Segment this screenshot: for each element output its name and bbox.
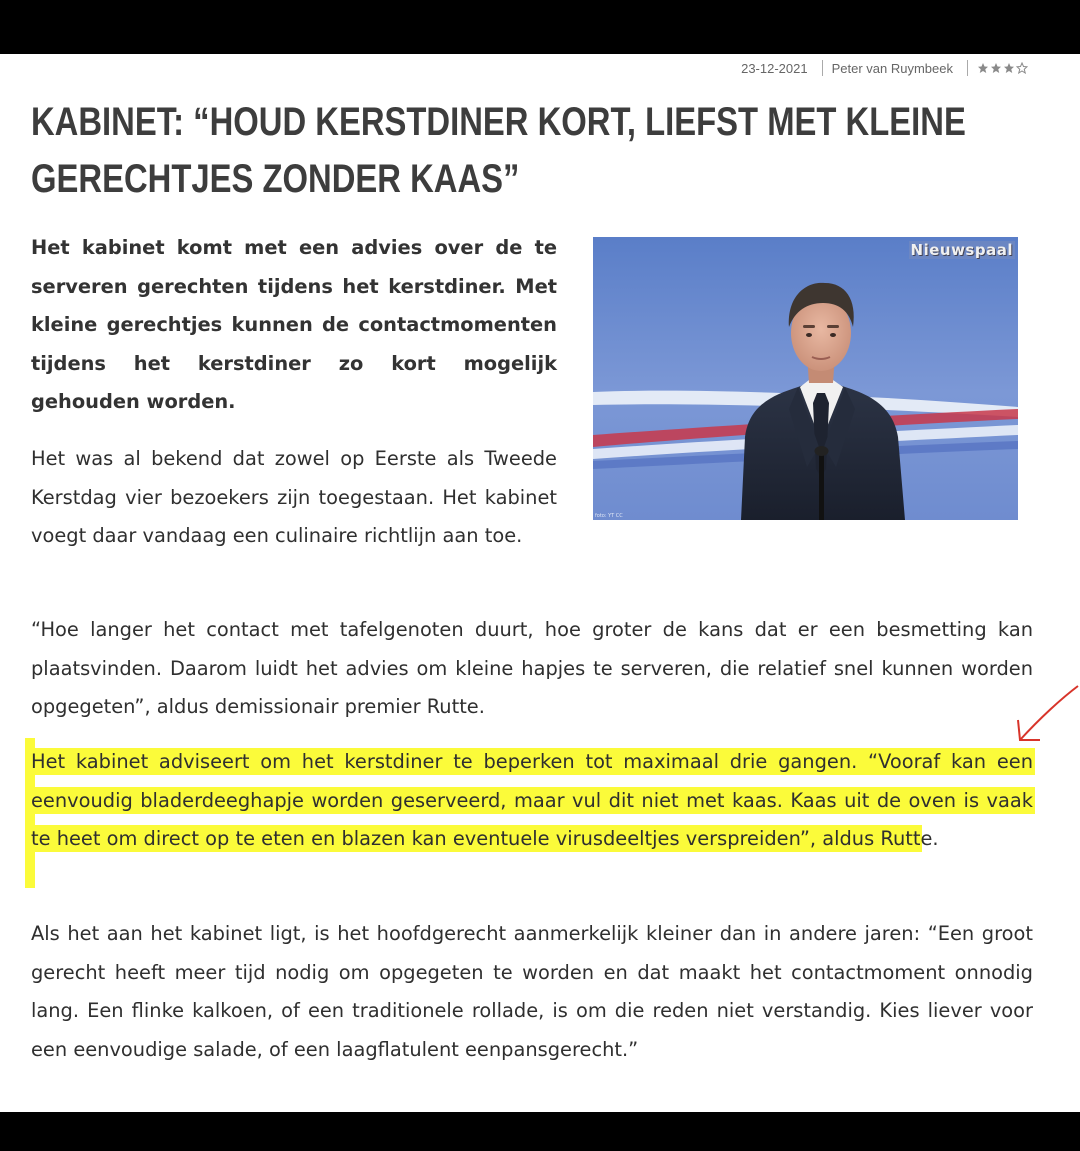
article-paragraph-4: Als het aan het kabinet ligt, is het hoofdgerecht aanmerkelijk kleiner dan in andere jaren: “Een groot gerecht heeft meer tijd nodig om opgegeten te worden en dat maakt het contactmoment onnodig lang. Een flinke kalkoen, of een traditionele rollade, is om die reden niet verstandig. Kies liever voor een eenvoudige salade, of een laagflatulent eenpansgerecht.” bbox=[31, 922, 1033, 1061]
article-paragraph-2: “Hoe langer het contact met tafelgenoten duurt, hoe groter de kans dat er een besmetting kan plaatsvinden. Daarom luidt het advies om kleine hapjes te serveren, die relatief snel kunnen worden opgegeten”, aldus demissionair premier Rutte. bbox=[31, 618, 1033, 718]
meta-divider bbox=[822, 60, 823, 76]
headline-line-1: KABINET: “HOUD KERSTDINER KORT, LIEFST MET KLEINE bbox=[31, 100, 966, 144]
star-icon[interactable] bbox=[1003, 62, 1015, 74]
article-date: 23-12-2021 bbox=[741, 60, 808, 76]
meta-divider bbox=[967, 60, 968, 76]
article-lead: Het kabinet komt met een advies over de te serveren gerechten tijdens het kerstdiner. Met kleine gerechtjes kunnen de contactmomenten tijdens het kerstdiner zo kort mogelijk gehouden worden. bbox=[31, 236, 557, 413]
photo-watermark: Nieuwspaal bbox=[910, 241, 1013, 259]
rating-stars[interactable] bbox=[977, 62, 1028, 74]
photo-illustration bbox=[593, 237, 1018, 520]
article-meta bbox=[741, 60, 1028, 76]
paragraph-3-tail: e. bbox=[920, 827, 939, 850]
article-page bbox=[0, 54, 1080, 1112]
star-icon[interactable] bbox=[977, 62, 989, 74]
article-photo[interactable] bbox=[593, 237, 1018, 520]
highlighted-text: Het kabinet adviseert om het kerstdiner te beperken tot maximaal drie gangen. “Vooraf kan een eenvoudig bladerdeeghapje worden geserveerd, maar vul dit niet met kaas. Kaas uit de oven is vaak te heet om direct op te eten en blazen kan eventuele virusdeeltjes verspreiden”, aldus Rutt bbox=[31, 750, 1033, 850]
article-paragraph-3 bbox=[31, 743, 1033, 859]
article-headline bbox=[31, 94, 1015, 208]
star-icon[interactable] bbox=[990, 62, 1002, 74]
photo-credit: foto: YT CC bbox=[595, 513, 623, 519]
article-author[interactable]: Peter van Ruymbeek bbox=[831, 60, 953, 76]
star-icon[interactable] bbox=[1016, 62, 1028, 74]
arrow-annotation-icon bbox=[1010, 684, 1080, 744]
headline-line-2: GERECHTJES ZONDER KAAS” bbox=[31, 157, 520, 201]
article-paragraph-1: Het was al bekend dat zowel op Eerste als Tweede Kerstdag vier bezoekers zijn toegestaan. Het kabinet voegt daar vandaag een culinaire richtlijn aan toe. bbox=[31, 447, 557, 547]
